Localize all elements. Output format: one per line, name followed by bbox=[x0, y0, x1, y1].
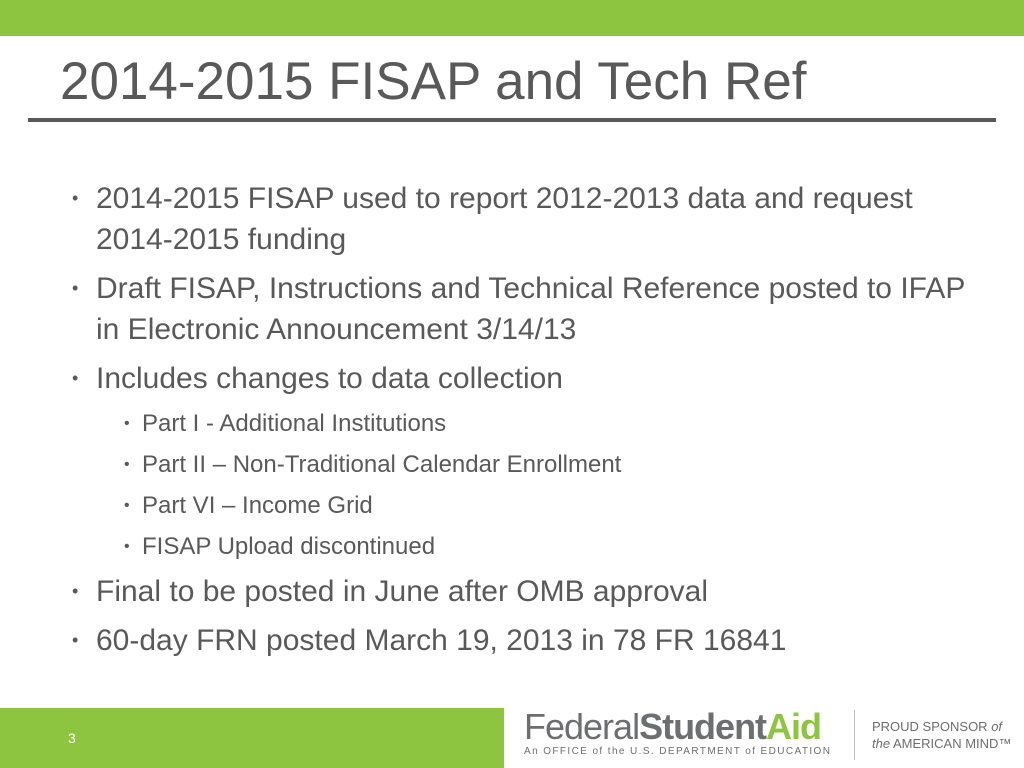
logo-word-federal: Federal bbox=[524, 706, 640, 747]
bullet-list bbox=[72, 178, 992, 669]
logo-divider bbox=[854, 710, 855, 760]
bullet-icon: • bbox=[124, 538, 130, 555]
sub-bullet-text: FISAP Upload discontinued bbox=[142, 533, 436, 560]
bullet-item bbox=[72, 178, 992, 260]
bullet-text: Draft FISAP, Instructions and Technical Reference posted to IFAP in Electronic Announcement 3/14/13 bbox=[96, 272, 965, 346]
sponsor-line-2: the AMERICAN MIND™ bbox=[872, 736, 1012, 751]
bullet-icon: • bbox=[72, 630, 79, 650]
top-accent-bar bbox=[0, 0, 1024, 36]
bullet-text: Includes changes to data collection bbox=[96, 362, 563, 395]
bullet-text: 60-day FRN posted March 19, 2013 in 78 FR 16841 bbox=[96, 624, 787, 657]
sub-bullet-text: Part VI – Income Grid bbox=[142, 492, 373, 519]
slide-title: 2014-2015 FISAP and Tech Ref bbox=[60, 52, 807, 111]
sub-bullet-item bbox=[72, 407, 992, 440]
logo-word-aid: Aid bbox=[766, 706, 822, 747]
sponsor-line-1: PROUD SPONSOR of bbox=[872, 719, 1003, 734]
sponsor-text bbox=[872, 718, 1011, 752]
sub-bullet-item bbox=[72, 489, 992, 522]
bullet-icon: • bbox=[72, 188, 79, 208]
logo-tagline: An OFFICE of the U.S. DEPARTMENT of EDUCATION bbox=[524, 746, 832, 757]
federal-student-aid-logo bbox=[524, 708, 1024, 768]
sub-bullet-item bbox=[72, 448, 992, 481]
bullet-text: Final to be posted in June after OMB approval bbox=[96, 575, 709, 608]
bullet-icon: • bbox=[124, 497, 130, 514]
bullet-icon: • bbox=[72, 368, 79, 388]
bullet-text: 2014-2015 FISAP used to report 2012-2013 data and request 2014-2015 funding bbox=[96, 182, 913, 256]
sub-bullet-text: Part I - Additional Institutions bbox=[142, 410, 447, 437]
bullet-item bbox=[72, 620, 992, 661]
bullet-icon: • bbox=[124, 456, 130, 473]
bullet-icon: • bbox=[124, 415, 130, 432]
sub-bullet-item bbox=[72, 530, 992, 563]
slide-number: 3 bbox=[68, 730, 76, 746]
title-underline bbox=[28, 118, 996, 122]
logo-wordmark bbox=[524, 708, 821, 746]
bullet-icon: • bbox=[72, 581, 79, 601]
logo-word-student: Student bbox=[639, 706, 767, 747]
bullet-icon: • bbox=[72, 278, 79, 298]
bullet-item bbox=[72, 571, 992, 612]
bullet-item bbox=[72, 268, 992, 350]
sub-bullet-text: Part II – Non-Traditional Calendar Enrollment bbox=[142, 451, 622, 478]
bullet-item bbox=[72, 358, 992, 399]
